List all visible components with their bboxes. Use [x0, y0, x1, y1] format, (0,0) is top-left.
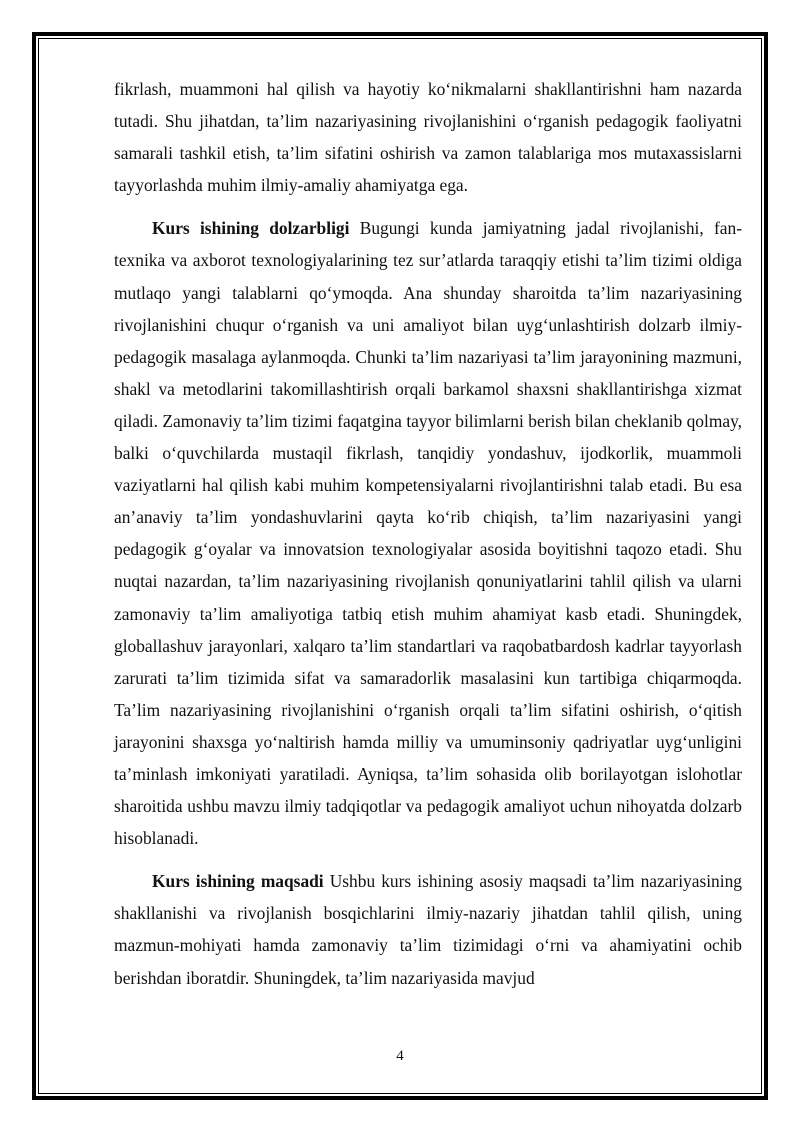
- section-heading-relevance: Kurs ishining dolzarbligi: [152, 218, 350, 239]
- section-heading-goal: Kurs ishining maqsadi: [152, 871, 324, 892]
- paragraph-text: fikrlash, muammoni hal qilish va hayotiy ko‘nikmalarni shakllantirishni ham nazarda tutadi. Shu jihatdan, ta’lim nazariyasining rivojlanishini o‘rganish pedagogik faoliyatni samarali tashkil etish, ta’lim sifatini oshirish va zamon talablariga mos mutaxassislarni tayyorlashda muhim ilmiy-amaliy ahamiyatga ega.: [114, 79, 742, 196]
- paragraph-continuation: [114, 73, 742, 201]
- paragraph-relevance: [114, 212, 742, 854]
- paragraph-goal: [114, 865, 742, 993]
- document-body: [114, 73, 742, 994]
- paragraph-text: Bugungi kunda jamiyatning jadal rivojlanishi, fan-texnika va axborot texnologiyalarining tez sur’atlarda taraqqiy etishi ta’lim tizimi oldiga mutlaqo yangi talablarni qo‘ymoqda. Ana shunday sharoitda ta’lim nazariyasining rivojlanishini chuqur o‘rganish va uni amaliyot bilan uyg‘unlashtirish dolzarb ilmiy-pedagogik masalaga aylanmoqda. Chunki ta’lim nazariyasi ta’lim jarayonining mazmuni, shakl va metodlarini takomillashtirish orqali barkamol shaxsni shakllantirishga xizmat qiladi. Zamonaviy ta’lim tizimi faqatgina tayyor bilimlarni berish bilan cheklanib qolmay, balki o‘quvchilarda mustaqil fikrlash, tanqidiy yondashuv, ijodkorlik, muammoli vaziyatlarni hal qilish kabi muhim kompetensiyalarni rivojlantirishni talab etadi. Bu esa an’anaviy ta’lim yondashuvlarini qayta ko‘rib chiqish, ta’lim nazariyasini yangi pedagogik g‘oyalar va innovatsion texnologiyalar asosida boyitishni taqozo etadi. Shu nuqtai nazardan, ta’lim nazariyasining rivojlanish qonuniyatlarini tahlil qilish va ularni zamonaviy ta’lim amaliyotiga tatbiq etish muhim ahamiyat kasb etadi. Shuningdek, globallashuv jarayonlari, xalqaro ta’lim standartlari va raqobatbardosh kadrlar tayyorlash zarurati ta’lim tizimida sifat va samaradorlik masalasini kun tartibiga chiqarmoqda. Ta’lim nazariyasining rivojlanishini o‘rganish orqali ta’lim sifatini oshirish, o‘qitish jarayonini shaxsga yo‘naltirish hamda milliy va umuminsoniy qadriyatlar uyg‘unligini ta’minlash imkoniyati yaratiladi. Ayniqsa, ta’lim sohasida olib borilayotgan islohotlar sharoitida ushbu mavzu ilmiy tadqiqotlar va pedagogik amaliyot uchun nihoyatda dolzarb hisoblanadi.: [114, 218, 742, 849]
- page-number: 4: [396, 1048, 404, 1064]
- paragraph-text: Ushbu kurs ishining asosiy maqsadi ta’lim nazariyasining shakllanishi va rivojlanish bosqichlarini ilmiy-nazariy jihatdan tahlil qilish, uning mazmun-mohiyati hamda zamonaviy ta’lim tizimidagi o‘rni va ahamiyatini ochib berishdan iboratdir. Shuningdek, ta’lim nazariyasida mavjud: [114, 871, 742, 988]
